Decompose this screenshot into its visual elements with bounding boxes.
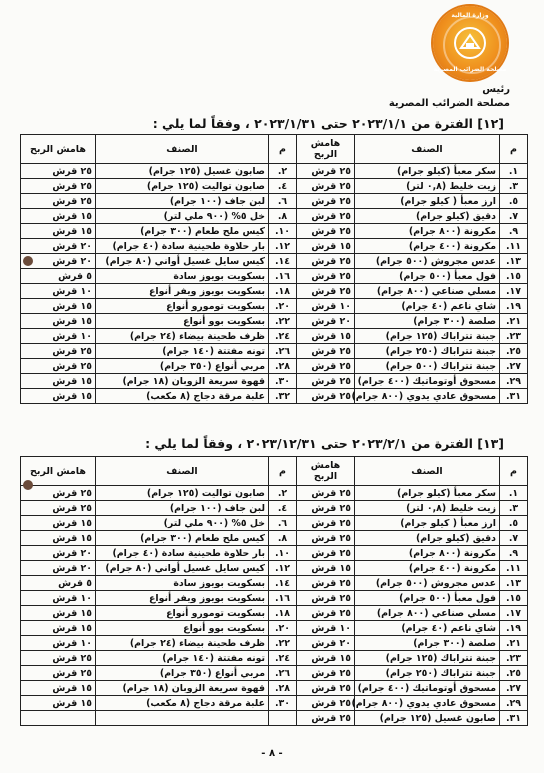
row-number: ٢٧.	[500, 359, 528, 374]
table-row	[21, 591, 528, 606]
row-number: ١٧.	[500, 606, 528, 621]
profit-margin: ٢٥ قرش	[21, 164, 96, 179]
item-name: ظرف طحينة بيضاء (٢٤ جرام)	[96, 636, 269, 651]
col-header-item: الصنف	[355, 457, 500, 486]
item-name: مسحوق عادي يدوي (٨٠٠ جرام)	[355, 389, 500, 404]
row-number: ٩.	[500, 224, 528, 239]
row-number: ٥.	[500, 194, 528, 209]
row-number: ١٦.	[269, 269, 297, 284]
item-name: ارز معبأ ( كيلو جرام)	[355, 516, 500, 531]
table-row	[21, 696, 528, 711]
table-row	[21, 606, 528, 621]
row-number: ٢٢.	[269, 636, 297, 651]
table-row	[21, 651, 528, 666]
table-row	[21, 636, 528, 651]
section2-title: [١٣] الفترة من ٢٠٢٣/٢/١ حتى ٢٠٢٣/١٢/٣١ ، وفقاً لما يلي :	[145, 436, 504, 451]
profit-margin: ١٥ قرش	[297, 651, 355, 666]
table-row	[21, 711, 528, 726]
item-name: بسكويت بويوز سادة	[96, 576, 269, 591]
row-number: ٢.	[269, 164, 297, 179]
item-name: شاي ناعم (٤٠ جرام)	[355, 299, 500, 314]
row-number: ٣١.	[500, 389, 528, 404]
row-number: ١٥.	[500, 269, 528, 284]
item-name: تونه مفتتة (١٤٠ جرام)	[96, 651, 269, 666]
table-row	[21, 516, 528, 531]
row-number: ٢٤.	[269, 651, 297, 666]
row-number: ٣.	[500, 501, 528, 516]
item-name: مكرونة (٨٠٠ جرام)	[355, 224, 500, 239]
row-number: ٦.	[269, 194, 297, 209]
item-name: علبة مرقة دجاج (٨ مكعب)	[96, 389, 269, 404]
profit-margin: ١٥ قرش	[297, 329, 355, 344]
row-number: ٥.	[500, 516, 528, 531]
profit-margin: ١٥ قرش	[21, 606, 96, 621]
item-name: كيس سايل غسيل أواني (٨٠ جرام)	[96, 254, 269, 269]
profit-margin: ١٥ قرش	[21, 224, 96, 239]
row-number: ١٩.	[500, 299, 528, 314]
col-header-item: الصنف	[355, 135, 500, 164]
item-name: صابون غسيل (١٢٥ جرام)	[96, 164, 269, 179]
profit-margin: ٢٥ قرش	[297, 531, 355, 546]
item-name: بسكويت بويوز ويفر أنواع	[96, 284, 269, 299]
row-number: ٢١.	[500, 314, 528, 329]
header-title: رئيس	[482, 84, 510, 95]
profit-margin: ٢٥ قرش	[297, 179, 355, 194]
row-number: ٢٣.	[500, 329, 528, 344]
logo-bottom-text: مصلحة الضرائب المصرية	[433, 66, 507, 73]
table-row	[21, 681, 528, 696]
item-name: مكرونة (٤٠٠ جرام)	[355, 239, 500, 254]
table-row	[21, 501, 528, 516]
profit-margin: ١٥ قرش	[21, 299, 96, 314]
table-row	[21, 269, 528, 284]
profit-margin: ١٠ قرش	[21, 636, 96, 651]
logo-top-text: وزارة المالية	[451, 12, 489, 19]
col-header-margin: هامش الربح	[21, 135, 96, 164]
profit-margin: ٢٥ قرش	[297, 681, 355, 696]
row-number: ٨.	[269, 531, 297, 546]
profit-margin: ١٥ قرش	[21, 209, 96, 224]
table-row	[21, 254, 528, 269]
profit-margin: ١٥ قرش	[21, 696, 96, 711]
profit-margin: ٢٥ قرش	[21, 486, 96, 501]
row-number: ١.	[500, 164, 528, 179]
row-number: ١٧.	[500, 284, 528, 299]
row-number: ١٠.	[269, 546, 297, 561]
item-name: عدس مجروش (٥٠٠ جرام)	[355, 254, 500, 269]
profit-margin: ١٠ قرش	[297, 299, 355, 314]
row-number: ٢٠.	[269, 621, 297, 636]
profit-margin: ٢٥ قرش	[297, 269, 355, 284]
item-name: بسكويت بويوز ويفر أنواع	[96, 591, 269, 606]
row-number: ٤.	[269, 501, 297, 516]
row-number: ٣.	[500, 179, 528, 194]
item-name: زيت خليط (٠,٨ لتر)	[355, 501, 500, 516]
item-name: قهوة سريعة الزوبان (١٨ جرام)	[96, 374, 269, 389]
profit-margin: ٢٠ قرش	[297, 314, 355, 329]
col-header-item: الصنف	[96, 457, 269, 486]
profit-margin: ١٥ قرش	[297, 239, 355, 254]
item-name: لبن جاف (١٠٠ جرام)	[96, 501, 269, 516]
table-row	[21, 531, 528, 546]
item-name: شاي ناعم (٤٠ جرام)	[355, 621, 500, 636]
profit-margin: ٢٠ قرش	[21, 561, 96, 576]
profit-margin: ٢٥ قرش	[297, 359, 355, 374]
table-row	[21, 284, 528, 299]
row-number: ٣٠.	[269, 696, 297, 711]
row-number: ٧.	[500, 531, 528, 546]
col-header-num: م	[269, 457, 297, 486]
col-header-num: م	[500, 457, 528, 486]
item-name: مكرونة (٤٠٠ جرام)	[355, 561, 500, 576]
table-row	[21, 561, 528, 576]
profit-margin: ١٥ قرش	[21, 516, 96, 531]
col-header-item: الصنف	[96, 135, 269, 164]
row-number: ٢٩.	[500, 374, 528, 389]
item-name: تونه مفتتة (١٤٠ جرام)	[96, 344, 269, 359]
profit-margin: ٢٥ قرش	[297, 344, 355, 359]
header-subtitle: مصلحة الضرائب المصرية	[388, 98, 510, 109]
row-number: ٧.	[500, 209, 528, 224]
profit-margin: ١٥ قرش	[21, 681, 96, 696]
row-number: ١٦.	[269, 591, 297, 606]
row-number: ١٢.	[269, 561, 297, 576]
profit-margin: ١٥ قرش	[297, 561, 355, 576]
profit-margin: ٢٥ قرش	[21, 194, 96, 209]
item-name: مسلي صناعي (٨٠٠ جرام)	[355, 606, 500, 621]
section2-table	[20, 456, 528, 726]
item-name: قهوة سريعة الزوبان (١٨ جرام)	[96, 681, 269, 696]
row-number: ٢٦.	[269, 666, 297, 681]
item-name: عدس مجروش (٥٠٠ جرام)	[355, 576, 500, 591]
item-name: مربي أنواع (٣٥٠ جرام)	[96, 359, 269, 374]
profit-margin: ٢٥ قرش	[297, 209, 355, 224]
item-name: سكر معبأ (كيلو جرام)	[355, 486, 500, 501]
row-number: ٢٣.	[500, 651, 528, 666]
profit-margin: ١٠ قرش	[21, 591, 96, 606]
profit-margin: ٢٥ قرش	[297, 224, 355, 239]
profit-margin: ١٥ قرش	[21, 621, 96, 636]
row-number: ٢٢.	[269, 314, 297, 329]
page-number: - ٨ -	[261, 748, 283, 759]
profit-margin: ٢٥ قرش	[297, 516, 355, 531]
row-number: ٢.	[269, 486, 297, 501]
item-name: صلصة (٣٠٠ جرام)	[355, 314, 500, 329]
profit-margin: ٢٥ قرش	[297, 284, 355, 299]
profit-margin: ٢٥ قرش	[297, 486, 355, 501]
row-number: ٢٨.	[269, 359, 297, 374]
item-name: مكرونة (٨٠٠ جرام)	[355, 546, 500, 561]
col-header-num: م	[269, 135, 297, 164]
item-name: صابون غسيل (١٢٥ جرام)	[355, 711, 500, 726]
profit-margin: ٢٥ قرش	[297, 254, 355, 269]
profit-margin: ٢٥ قرش	[297, 374, 355, 389]
item-name: دقيق (كيلو جرام)	[355, 209, 500, 224]
item-name: كيس سايل غسيل أواني (٨٠ جرام)	[96, 561, 269, 576]
row-number: ٨.	[269, 209, 297, 224]
profit-margin: ٢٥ قرش	[21, 501, 96, 516]
item-name: بسكويت تومورو أنواع	[96, 299, 269, 314]
item-name: بسكويت تومورو أنواع	[96, 606, 269, 621]
item-name: جبنة تتراباك (١٢٥ جرام)	[355, 329, 500, 344]
row-number: ٩.	[500, 546, 528, 561]
profit-margin: ٢٥ قرش	[297, 606, 355, 621]
row-number: ٢٩.	[500, 696, 528, 711]
row-number: ١٠.	[269, 224, 297, 239]
item-name: دقيق (كيلو جرام)	[355, 531, 500, 546]
profit-margin: ١٠ قرش	[21, 329, 96, 344]
table-row	[21, 329, 528, 344]
item-name: جبنة تتراباك (١٢٥ جرام)	[355, 651, 500, 666]
table-row	[21, 374, 528, 389]
profit-margin: ١٥ قرش	[21, 314, 96, 329]
row-number: ١٥.	[500, 591, 528, 606]
row-number: ١٤.	[269, 576, 297, 591]
profit-margin: ٢٠ قرش	[21, 254, 96, 269]
item-name: مسحوق عادي يدوي (٨٠٠ جرام)	[355, 696, 500, 711]
profit-margin: ٢٥ قرش	[297, 389, 355, 404]
profit-margin: ٢٥ قرش	[297, 546, 355, 561]
profit-margin: ٢٥ قرش	[297, 164, 355, 179]
item-name: صلصة (٣٠٠ جرام)	[355, 636, 500, 651]
table-row	[21, 209, 528, 224]
row-number: ١١.	[500, 561, 528, 576]
item-name: ظرف طحينة بيضاء (٢٤ جرام)	[96, 329, 269, 344]
table-row	[21, 164, 528, 179]
profit-margin: ٢٥ قرش	[297, 711, 355, 726]
row-number: ٢٦.	[269, 344, 297, 359]
row-number: ٢٠.	[269, 299, 297, 314]
table-row	[21, 239, 528, 254]
item-name: صابون تواليت (١٢٥ جرام)	[96, 486, 269, 501]
item-name: زيت خليط (٠,٨ لتر)	[355, 179, 500, 194]
row-number: ٣٠.	[269, 374, 297, 389]
profit-margin: ٢٥ قرش	[297, 696, 355, 711]
table-row	[21, 224, 528, 239]
item-name: كيس ملح طعام (٣٠٠ جرام)	[96, 531, 269, 546]
row-number: ٢٥.	[500, 666, 528, 681]
row-number: ٢٥.	[500, 344, 528, 359]
section1-title: [١٢] الفترة من ٢٠٢٣/١/١ حتى ٢٠٢٣/١/٣١ ، وفقاً لما يلي :	[152, 116, 504, 131]
row-number: ١٢.	[269, 239, 297, 254]
profit-margin: ٢٥ قرش	[297, 194, 355, 209]
row-number: ١٣.	[500, 254, 528, 269]
row-number: ٢٧.	[500, 681, 528, 696]
profit-margin: ٥ قرش	[21, 576, 96, 591]
row-number	[269, 711, 297, 726]
table-row	[21, 621, 528, 636]
profit-margin: ٢٥ قرش	[21, 179, 96, 194]
col-header-num: م	[500, 135, 528, 164]
profit-margin: ٢٠ قرش	[21, 239, 96, 254]
item-name: جبنة تتراباك (٢٥٠ جرام)	[355, 666, 500, 681]
item-name: صابون تواليت (١٢٥ جرام)	[96, 179, 269, 194]
table-row	[21, 576, 528, 591]
profit-margin: ٢٥ قرش	[297, 666, 355, 681]
row-number: ٤.	[269, 179, 297, 194]
row-number: ١.	[500, 486, 528, 501]
table-row	[21, 359, 528, 374]
profit-margin: ٢٥ قرش	[21, 651, 96, 666]
item-name: جبنة تتراباك (٢٥٠ جرام)	[355, 344, 500, 359]
punch-hole-mark	[23, 256, 33, 266]
item-name: مسحوق أوتوماتيك (٤٠٠ جرام)	[355, 681, 500, 696]
item-name: سكر معبأ (كيلو جرام)	[355, 164, 500, 179]
table-row	[21, 389, 528, 404]
item-name: بار حلاوة طحينية سادة (٤٠ جرام)	[96, 239, 269, 254]
profit-margin: ٢٥ قرش	[297, 576, 355, 591]
item-name: مسحوق أوتوماتيك (٤٠٠ جرام)	[355, 374, 500, 389]
profit-margin: ٢٥ قرش	[21, 359, 96, 374]
item-name: كيس ملح طعام (٣٠٠ جرام)	[96, 224, 269, 239]
profit-margin: ٢٠ قرش	[297, 636, 355, 651]
row-number: ١٤.	[269, 254, 297, 269]
profit-margin: ٢٥ قرش	[297, 591, 355, 606]
table-row	[21, 314, 528, 329]
ministry-logo	[433, 6, 507, 80]
profit-margin: ١٥ قرش	[21, 531, 96, 546]
logo-emblem-icon	[453, 26, 487, 60]
profit-margin: ٢٥ قرش	[21, 344, 96, 359]
table-row	[21, 486, 528, 501]
table-row	[21, 299, 528, 314]
item-name: بسكويت بوو أنواع	[96, 621, 269, 636]
profit-margin: ٢٥ قرش	[21, 666, 96, 681]
item-name: فول معبأ (٥٠٠ جرام)	[355, 591, 500, 606]
row-number: ٢٨.	[269, 681, 297, 696]
table-row	[21, 179, 528, 194]
table-row	[21, 666, 528, 681]
item-name: خل ٥% (٩٠٠ ملي لتر)	[96, 516, 269, 531]
row-number: ١٣.	[500, 576, 528, 591]
row-number: ١٨.	[269, 606, 297, 621]
col-header-margin: هامش الربح	[297, 135, 355, 164]
item-name: ارز معبأ ( كيلو جرام)	[355, 194, 500, 209]
item-name: بار حلاوة طحينية سادة (٤٠ جرام)	[96, 546, 269, 561]
item-name: بسكويت بويوز سادة	[96, 269, 269, 284]
row-number: ٦.	[269, 516, 297, 531]
item-name: مسلي صناعي (٨٠٠ جرام)	[355, 284, 500, 299]
item-name	[96, 711, 269, 726]
row-number: ٢٤.	[269, 329, 297, 344]
row-number: ١١.	[500, 239, 528, 254]
profit-margin	[21, 711, 96, 726]
profit-margin: ١٠ قرش	[297, 621, 355, 636]
item-name: علبة مرقة دجاج (٨ مكعب)	[96, 696, 269, 711]
profit-margin: ١٥ قرش	[21, 389, 96, 404]
table-row	[21, 344, 528, 359]
profit-margin: ١٠ قرش	[21, 284, 96, 299]
item-name: خل ٥% (٩٠٠ ملي لتر)	[96, 209, 269, 224]
col-header-margin: هامش الربح	[21, 457, 96, 486]
section1-table	[20, 134, 528, 404]
row-number: ٣١.	[500, 711, 528, 726]
item-name: مربي أنواع (٣٥٠ جرام)	[96, 666, 269, 681]
item-name: لبن جاف (١٠٠ جرام)	[96, 194, 269, 209]
punch-hole-mark	[23, 480, 33, 490]
table-row	[21, 546, 528, 561]
profit-margin: ٥ قرش	[21, 269, 96, 284]
row-number: ٢١.	[500, 636, 528, 651]
row-number: ١٩.	[500, 621, 528, 636]
item-name: بسكويت بوو أنواع	[96, 314, 269, 329]
profit-margin: ٢٠ قرش	[21, 546, 96, 561]
table-row	[21, 194, 528, 209]
row-number: ٣٢.	[269, 389, 297, 404]
profit-margin: ١٥ قرش	[21, 374, 96, 389]
item-name: جبنة تتراباك (٥٠٠ جرام)	[355, 359, 500, 374]
profit-margin: ٢٥ قرش	[297, 501, 355, 516]
row-number: ١٨.	[269, 284, 297, 299]
item-name: فول معبأ (٥٠٠ جرام)	[355, 269, 500, 284]
col-header-margin: هامش الربح	[297, 457, 355, 486]
